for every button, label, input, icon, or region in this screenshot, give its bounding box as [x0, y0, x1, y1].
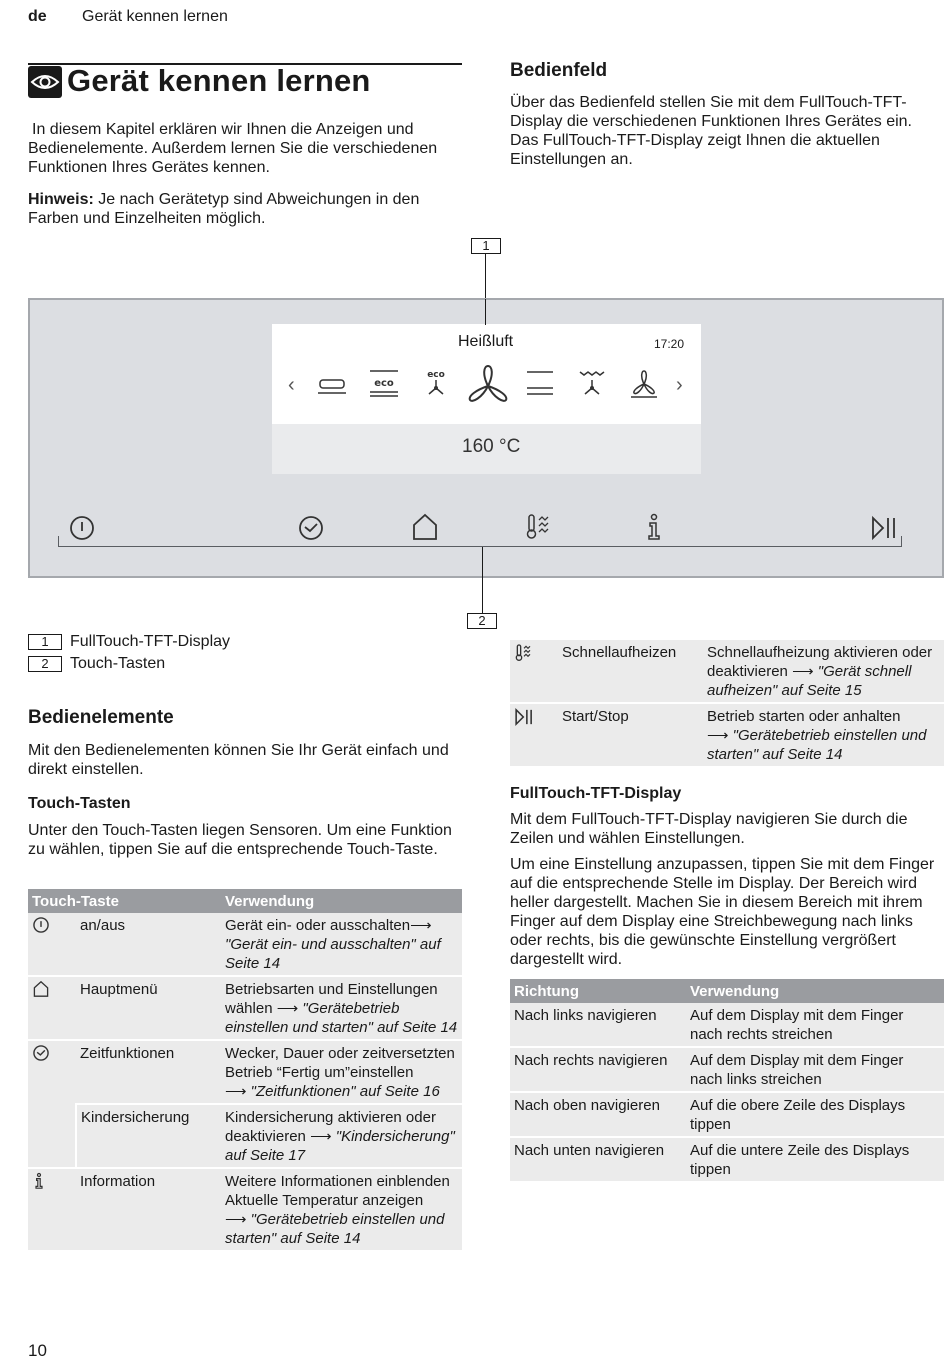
- key-name: Information: [76, 1168, 221, 1251]
- key-use: Gerät ein- oder ausschalten⟶ "Gerät ein- und ausschalten" auf Seite 14: [221, 913, 462, 976]
- table-row: [510, 640, 944, 703]
- direction: Nach oben navigieren: [510, 1092, 686, 1137]
- touch-keys-table: [28, 889, 462, 1252]
- note-label: Hinweis:: [28, 191, 94, 208]
- table-row: [28, 913, 462, 976]
- key-use: Weitere Informationen einblenden Aktuelle Temperatur anzeigen ⟶ "Gerätebetrieb einstellen und starten" auf Seite 14: [221, 1168, 462, 1251]
- home-icon[interactable]: [411, 512, 439, 542]
- direction-use: Auf dem Display mit dem Finger nach links streichen: [686, 1047, 944, 1092]
- rapid-heat-icon[interactable]: [524, 512, 554, 542]
- page-title: Gerät kennen lernen: [67, 63, 371, 98]
- touch-tasten-text: Unter den Touch-Tasten liegen Sensoren. Um eine Funktion zu wählen, tippen Sie auf die entsprechende Touch-Taste.: [28, 822, 452, 858]
- key-use: Kindersicherung aktivieren oder deaktivieren ⟶ "Kindersicherung" auf Seite 17: [221, 1104, 462, 1168]
- key-name: Kindersicherung: [76, 1104, 221, 1168]
- table-row: [510, 1003, 944, 1047]
- info-icon[interactable]: [644, 512, 664, 542]
- display-mode: Heißluft: [458, 333, 514, 350]
- key-name: Schnellaufheizen: [558, 640, 703, 703]
- table-header-direction: Richtung: [510, 979, 686, 1003]
- callout-2-leader: [482, 547, 483, 613]
- eco-fan-icon[interactable]: [420, 366, 452, 400]
- key-use: Betrieb starten oder anhalten ⟶ "Gerätebetrieb einstellen und starten" auf Seite 14: [703, 703, 944, 767]
- eco-label: eco: [374, 378, 394, 389]
- bedienelemente-text: Mit den Bedienelementen können Sie Ihr Gerät einfach und direkt einstellen.: [28, 742, 449, 778]
- key-use: Wecker, Dauer oder zeitversetzten Betrieb “Fertig um”einstellen ⟶ "Zeitfunktionen" auf Seite 16: [221, 1040, 462, 1104]
- direction: Nach rechts navigieren: [510, 1047, 686, 1092]
- direction-use: Auf die untere Zeile des Displays tippen: [686, 1137, 944, 1182]
- power-icon: [32, 916, 50, 934]
- power-icon[interactable]: [68, 514, 96, 542]
- touch-keys-table-continued: [510, 640, 944, 768]
- touch-line-right-tick: [901, 536, 902, 547]
- fan-bottom-heat-icon[interactable]: [628, 366, 660, 400]
- key-name: an/aus: [76, 913, 221, 976]
- legend-item: [28, 654, 165, 673]
- start-stop-icon[interactable]: [870, 514, 898, 542]
- language-code: de: [28, 8, 47, 25]
- direction: Nach unten navigieren: [510, 1137, 686, 1182]
- table-header-key: Touch-Taste: [28, 889, 221, 913]
- display-prev-arrow[interactable]: ‹: [288, 374, 295, 396]
- grill-mode-icon[interactable]: [316, 372, 348, 398]
- legend-number: 2: [28, 656, 62, 672]
- start-stop-icon: [514, 707, 534, 727]
- direction-use: Auf dem Display mit dem Finger nach rechts streichen: [686, 1003, 944, 1047]
- hot-air-fan-icon[interactable]: [464, 362, 512, 406]
- fulltouch-heading: FullTouch-TFT-Display: [510, 785, 682, 802]
- table-row: [510, 1092, 944, 1137]
- direction-use: Auf die obere Zeile des Displays tippen: [686, 1092, 944, 1137]
- table-header-use: Verwendung: [221, 889, 462, 913]
- fulltouch-text-2: Um eine Einstellung anzupassen, tippen Sie mit dem Finger auf die entsprechende Stelle im Display. Der Bereich wird heller dargestellt. Machen Sie in diesem Bereich mit ihrem Finger auf dem Display eine Streichbewegung nach links oder rechts, bis die gewünschte Einstellung vergrößert dargestellt wird.: [510, 856, 935, 968]
- key-use: Betriebsarten und Einstellungen wählen ⟶ "Gerätebetrieb einstellen und starten" auf Seite 14: [221, 976, 462, 1040]
- eco-top-bottom-icon[interactable]: [368, 368, 400, 398]
- table-row: [510, 1137, 944, 1182]
- touch-tasten-heading: Touch-Tasten: [28, 795, 131, 812]
- clock-icon[interactable]: [297, 514, 325, 542]
- table-row: [28, 976, 462, 1040]
- bedienfeld-text: Über das Bedienfeld stellen Sie mit dem FullTouch-TFT-Display die verschiedenen Funktionen Ihres Gerätes ein. Das FullTouch-TFT-Display zeigt Ihnen die aktuellen Einstellungen an.: [510, 94, 912, 168]
- display-time: 17:20: [654, 337, 685, 351]
- table-header-use: Verwendung: [686, 979, 944, 1003]
- table-row: [510, 703, 944, 767]
- table-row: [510, 1047, 944, 1092]
- callout-2: 2: [467, 613, 497, 629]
- bedienfeld-heading: Bedienfeld: [510, 60, 608, 81]
- table-row: [28, 1040, 462, 1104]
- key-use: Schnellaufheizung aktivieren oder deaktivieren ⟶ "Gerät schnell aufheizen" auf Seite 15: [703, 640, 944, 703]
- rapid-heat-icon: [514, 643, 534, 663]
- legend-text: FullTouch-TFT-Display: [70, 633, 231, 650]
- callout-1: 1: [471, 238, 501, 254]
- table-row: [28, 1168, 462, 1251]
- display-next-arrow[interactable]: ›: [676, 374, 683, 396]
- info-icon: [32, 1172, 46, 1190]
- bedienelemente-heading: Bedienelemente: [28, 707, 174, 728]
- key-name: Hauptmenü: [76, 976, 221, 1040]
- clock-icon: [32, 1044, 50, 1062]
- eye-icon: [28, 66, 62, 98]
- direction: Nach links navigieren: [510, 1003, 686, 1047]
- home-icon: [32, 980, 50, 998]
- table-row: [28, 1104, 462, 1168]
- intro-text: In diesem Kapitel erklären wir Ihnen die Anzeigen und Bedienelemente. Außerdem lernen Sie die verschiedenen Funktionen Ihres Gerätes kennen.: [28, 121, 438, 176]
- display-temperature[interactable]: 160 °C: [462, 436, 521, 457]
- page-number: 10: [28, 1341, 47, 1360]
- legend-item: [28, 632, 230, 651]
- legend-number: 1: [28, 634, 62, 650]
- touch-key-line: [58, 546, 902, 547]
- fan-grill-icon[interactable]: [576, 366, 608, 400]
- fulltouch-text-1: Mit dem FullTouch-TFT-Display navigieren Sie durch die Zeilen und wählen Einstellungen.: [510, 811, 908, 847]
- legend-text: Touch-Tasten: [70, 655, 166, 672]
- touch-line-left-tick: [58, 536, 59, 547]
- note-paragraph: [28, 190, 462, 228]
- callout-1-leader-inner: [485, 299, 486, 325]
- top-bottom-heat-icon[interactable]: [524, 368, 556, 398]
- running-header-title: Gerät kennen lernen: [82, 8, 228, 25]
- note-text: Je nach Gerätetyp sind Abweichungen in den Farben und Einzelheiten möglich.: [28, 191, 420, 227]
- key-name: Zeitfunktionen: [76, 1040, 221, 1104]
- navigation-table: [510, 979, 944, 1183]
- eco-label-2: eco: [427, 370, 445, 380]
- key-name: Start/Stop: [558, 703, 703, 767]
